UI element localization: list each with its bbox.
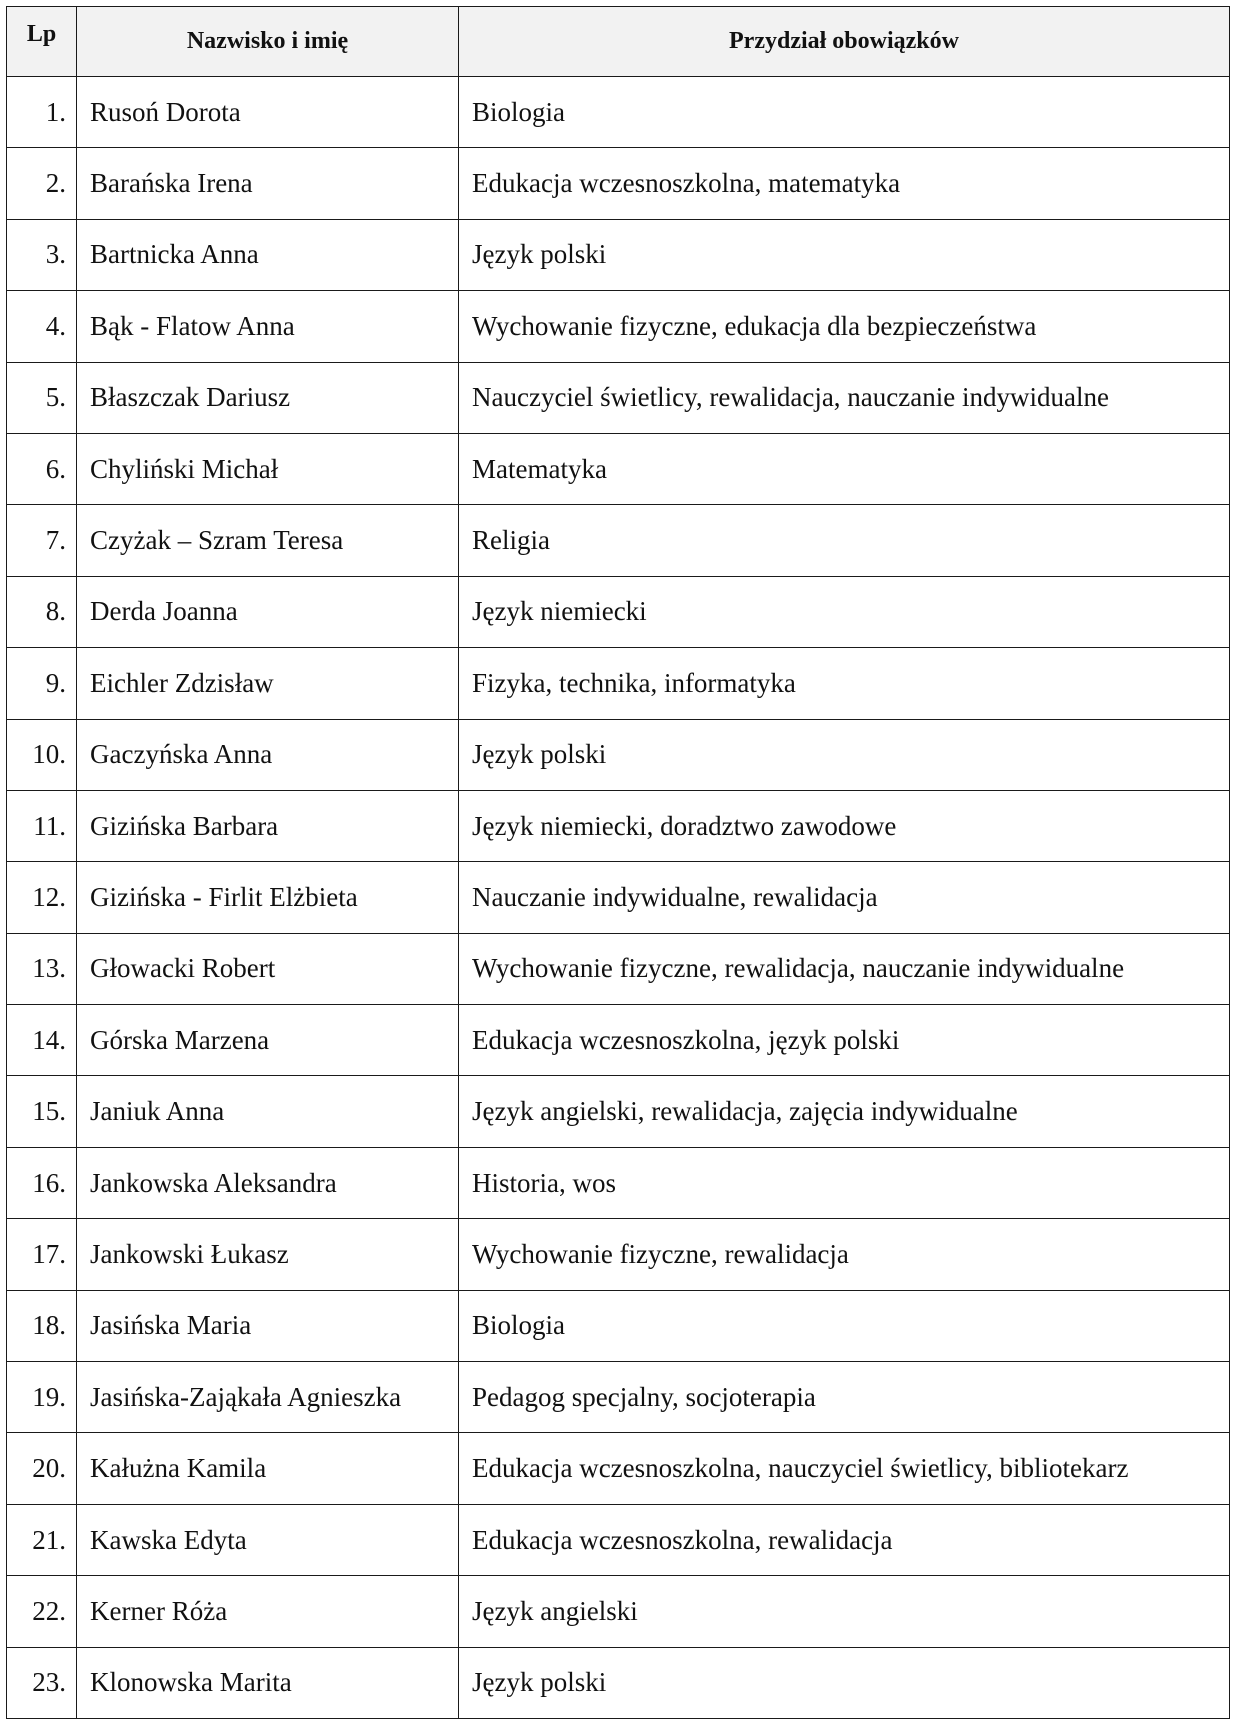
teacher-duties: Pedagog specjalny, socjoterapia bbox=[459, 1362, 1230, 1433]
teacher-duties: Nauczyciel świetlicy, rewalidacja, nauczanie indywidualne bbox=[459, 362, 1230, 433]
row-number: 9. bbox=[7, 648, 77, 719]
row-number: 5. bbox=[7, 362, 77, 433]
teacher-name: Głowacki Robert bbox=[77, 933, 459, 1004]
table-row bbox=[7, 433, 1230, 504]
teacher-name: Górska Marzena bbox=[77, 1005, 459, 1076]
table-row bbox=[7, 77, 1230, 148]
table-row bbox=[7, 576, 1230, 647]
teacher-duties: Fizyka, technika, informatyka bbox=[459, 648, 1230, 719]
table-row bbox=[7, 790, 1230, 861]
teacher-name: Janiuk Anna bbox=[77, 1076, 459, 1147]
staff-duties-table bbox=[6, 6, 1230, 1719]
table-row bbox=[7, 1290, 1230, 1361]
row-number: 2. bbox=[7, 148, 77, 219]
row-number: 16. bbox=[7, 1147, 77, 1218]
table-row bbox=[7, 1576, 1230, 1647]
teacher-duties: Język angielski bbox=[459, 1576, 1230, 1647]
row-number: 23. bbox=[7, 1647, 77, 1718]
teacher-duties: Wychowanie fizyczne, rewalidacja, nauczanie indywidualne bbox=[459, 933, 1230, 1004]
staff-table-container bbox=[6, 6, 1229, 1719]
teacher-duties: Język polski bbox=[459, 719, 1230, 790]
table-row bbox=[7, 505, 1230, 576]
teacher-duties: Wychowanie fizyczne, rewalidacja bbox=[459, 1219, 1230, 1290]
teacher-duties: Edukacja wczesnoszkolna, nauczyciel świetlicy, bibliotekarz bbox=[459, 1433, 1230, 1504]
row-number: 13. bbox=[7, 933, 77, 1004]
table-row bbox=[7, 933, 1230, 1004]
row-number: 12. bbox=[7, 862, 77, 933]
header-row bbox=[7, 7, 1230, 77]
table-body bbox=[7, 77, 1230, 1719]
table-row bbox=[7, 219, 1230, 290]
teacher-duties: Język angielski, rewalidacja, zajęcia indywidualne bbox=[459, 1076, 1230, 1147]
teacher-name: Gaczyńska Anna bbox=[77, 719, 459, 790]
table-row bbox=[7, 648, 1230, 719]
row-number: 19. bbox=[7, 1362, 77, 1433]
teacher-name: Eichler Zdzisław bbox=[77, 648, 459, 719]
teacher-name: Derda Joanna bbox=[77, 576, 459, 647]
table-header bbox=[7, 7, 1230, 77]
teacher-name: Gizińska - Firlit Elżbieta bbox=[77, 862, 459, 933]
teacher-name: Jankowski Łukasz bbox=[77, 1219, 459, 1290]
teacher-duties: Język niemiecki, doradztwo zawodowe bbox=[459, 790, 1230, 861]
teacher-duties: Edukacja wczesnoszkolna, rewalidacja bbox=[459, 1504, 1230, 1575]
teacher-name: Jasińska Maria bbox=[77, 1290, 459, 1361]
teacher-name: Bartnicka Anna bbox=[77, 219, 459, 290]
teacher-duties: Język niemiecki bbox=[459, 576, 1230, 647]
teacher-duties: Matematyka bbox=[459, 433, 1230, 504]
teacher-duties: Religia bbox=[459, 505, 1230, 576]
header-duties: Przydział obowiązków bbox=[459, 7, 1230, 77]
header-lp: Lp bbox=[7, 7, 77, 77]
row-number: 8. bbox=[7, 576, 77, 647]
teacher-duties: Historia, wos bbox=[459, 1147, 1230, 1218]
table-row bbox=[7, 1504, 1230, 1575]
teacher-name: Kawska Edyta bbox=[77, 1504, 459, 1575]
row-number: 10. bbox=[7, 719, 77, 790]
row-number: 1. bbox=[7, 77, 77, 148]
teacher-duties: Edukacja wczesnoszkolna, język polski bbox=[459, 1005, 1230, 1076]
table-row bbox=[7, 719, 1230, 790]
teacher-duties: Biologia bbox=[459, 1290, 1230, 1361]
table-row bbox=[7, 1647, 1230, 1718]
row-number: 21. bbox=[7, 1504, 77, 1575]
row-number: 18. bbox=[7, 1290, 77, 1361]
teacher-name: Kałużna Kamila bbox=[77, 1433, 459, 1504]
header-name: Nazwisko i imię bbox=[77, 7, 459, 77]
teacher-name: Jasińska-Zająkała Agnieszka bbox=[77, 1362, 459, 1433]
table-row bbox=[7, 291, 1230, 362]
table-row bbox=[7, 148, 1230, 219]
table-row bbox=[7, 1219, 1230, 1290]
teacher-name: Gizińska Barbara bbox=[77, 790, 459, 861]
teacher-name: Chyliński Michał bbox=[77, 433, 459, 504]
table-row bbox=[7, 362, 1230, 433]
teacher-duties: Język polski bbox=[459, 219, 1230, 290]
row-number: 17. bbox=[7, 1219, 77, 1290]
teacher-name: Klonowska Marita bbox=[77, 1647, 459, 1718]
teacher-name: Czyżak – Szram Teresa bbox=[77, 505, 459, 576]
table-row bbox=[7, 1005, 1230, 1076]
teacher-duties: Nauczanie indywidualne, rewalidacja bbox=[459, 862, 1230, 933]
teacher-name: Rusoń Dorota bbox=[77, 77, 459, 148]
table-row bbox=[7, 1147, 1230, 1218]
teacher-name: Kerner Róża bbox=[77, 1576, 459, 1647]
teacher-name: Bąk - Flatow Anna bbox=[77, 291, 459, 362]
row-number: 7. bbox=[7, 505, 77, 576]
table-row bbox=[7, 1076, 1230, 1147]
row-number: 15. bbox=[7, 1076, 77, 1147]
row-number: 22. bbox=[7, 1576, 77, 1647]
row-number: 20. bbox=[7, 1433, 77, 1504]
teacher-name: Jankowska Aleksandra bbox=[77, 1147, 459, 1218]
table-row bbox=[7, 862, 1230, 933]
teacher-name: Barańska Irena bbox=[77, 148, 459, 219]
teacher-duties: Biologia bbox=[459, 77, 1230, 148]
row-number: 11. bbox=[7, 790, 77, 861]
teacher-duties: Wychowanie fizyczne, edukacja dla bezpieczeństwa bbox=[459, 291, 1230, 362]
table-row bbox=[7, 1362, 1230, 1433]
row-number: 4. bbox=[7, 291, 77, 362]
teacher-duties: Język polski bbox=[459, 1647, 1230, 1718]
teacher-duties: Edukacja wczesnoszkolna, matematyka bbox=[459, 148, 1230, 219]
row-number: 3. bbox=[7, 219, 77, 290]
teacher-name: Błaszczak Dariusz bbox=[77, 362, 459, 433]
table-row bbox=[7, 1433, 1230, 1504]
row-number: 6. bbox=[7, 433, 77, 504]
row-number: 14. bbox=[7, 1005, 77, 1076]
